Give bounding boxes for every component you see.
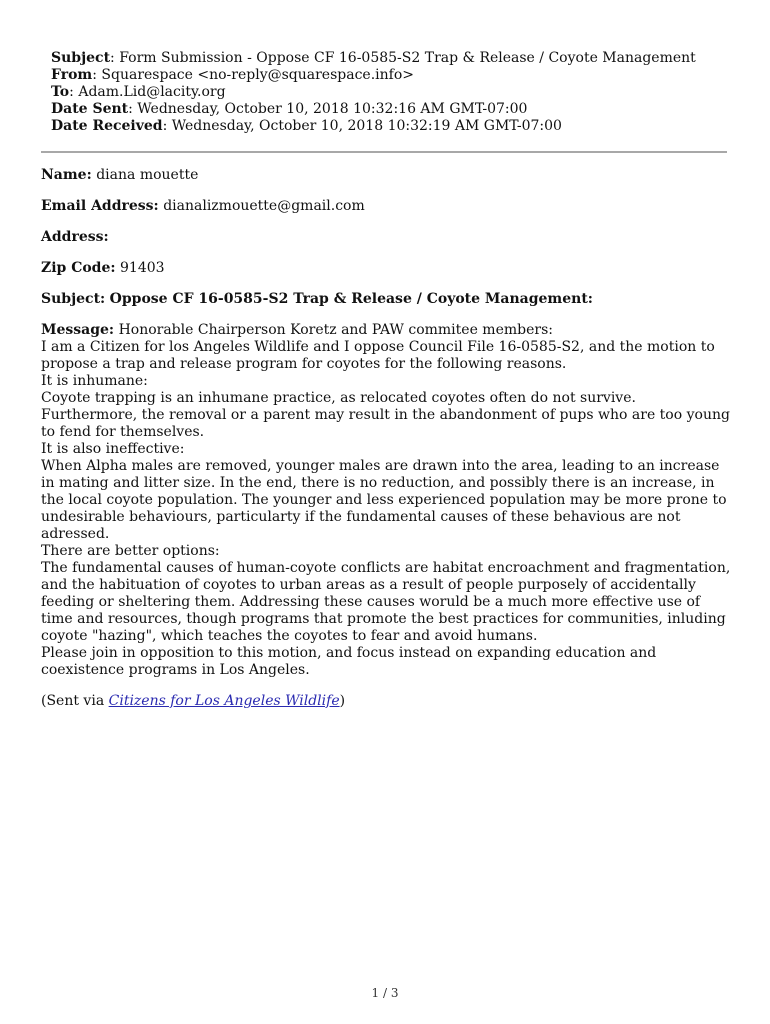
from-label: From [51,67,93,83]
date-received-row: Date Received: Wednesday, October 10, 2018 10:32:19 AM GMT-07:00 [51,118,562,134]
sent-via-line [41,693,731,710]
to-label: To [51,84,70,100]
from-value: Squarespace <no-reply@squarespace.info> [101,67,414,83]
subject-value: Form Submission - Oppose CF 16-0585-S2 Trap & Release / Coyote Management [119,50,696,66]
zip-value: 91403 [120,260,165,276]
message-field [41,322,731,679]
form-subject-label: Subject: [41,291,106,307]
date-received-label: Date Received [51,118,163,134]
message-paragraph: Coyote trapping is an inhumane practice, as relocated coyotes often do not survive. Furthermore, the removal or a parent may result in the abandonment of pups who are too young to fend for themselves. [41,390,730,440]
to-value: Adam.Lid@lacity.org [78,84,226,100]
message-paragraph: When Alpha males are removed, younger males are drawn into the area, leading to an increase in mating and litter size. In the end, there is no reduction, and possibly there is an increase, in the local coyote population. The younger and less experienced population may be more prone to undesirable behaviours, particularty if the fundamental causes of these behavious are not adressed. [41,458,727,542]
message-paragraph: Please join in opposition to this motion, and focus instead on expanding education and coexistence programs in Los Angeles. [41,645,657,678]
name-field [41,167,731,184]
message-paragraph: The fundamental causes of human-coyote conflicts are habitat encroachment and fragmentation, and the habituation of coyotes to urban areas as a result of people purposely of accidentally feeding or sheltering them. Addressing these causes woruld be a much more effective use of time and resources, though programs that promote the best practices for communities, inluding coyote "hazing", which teaches the coyotes to fear and avoid humans. [41,560,731,644]
email-value: dianalizmouette@gmail.com [163,198,365,214]
address-field [41,229,731,246]
name-label: Name: [41,167,92,183]
message-heading: It is inhumane: [41,373,148,389]
message-label: Message: [41,322,115,338]
subject-label: Subject [51,50,111,66]
address-label: Address: [41,229,109,245]
email-header [51,50,741,135]
from-row: From: Squarespace <no-reply@squarespace.info> [51,67,414,83]
date-sent-label: Date Sent [51,101,129,117]
date-sent-row: Date Sent: Wednesday, October 10, 2018 10:32:16 AM GMT-07:00 [51,101,528,117]
message-greeting: Honorable Chairperson Koretz and PAW commitee members: [118,322,553,338]
form-submission-body [41,167,731,724]
message-heading: There are better options: [41,543,220,559]
sent-via-link[interactable]: Citizens for Los Angeles Wildlife [108,693,340,709]
form-subject-field [41,291,731,308]
to-row: To: Adam.Lid@lacity.org [51,84,226,100]
subject-row: Subject: Form Submission - Oppose CF 16-0585-S2 Trap & Release / Coyote Management [51,50,696,66]
form-subject-value: Oppose CF 16-0585-S2 Trap & Release / Coyote Management: [109,291,593,307]
email-field [41,198,731,215]
page-indicator: 1 / 3 [371,986,399,1000]
zip-field [41,260,731,277]
message-heading: It is also ineffective: [41,441,185,457]
name-value: diana mouette [96,167,199,183]
message-first-line [41,322,731,339]
date-received-value: Wednesday, October 10, 2018 10:32:19 AM GMT-07:00 [171,118,562,134]
sent-via-suffix: ) [339,693,346,709]
zip-label: Zip Code: [41,260,116,276]
sent-via-prefix: (Sent via [41,693,109,709]
message-paragraph: I am a Citizen for los Angeles Wildlife and I oppose Council File 16-0585-S2, and the motion to propose a trap and release program for coyotes for the following reasons. [41,339,715,372]
email-label: Email Address: [41,198,159,214]
date-sent-value: Wednesday, October 10, 2018 10:32:16 AM GMT-07:00 [137,101,528,117]
header-divider [41,151,727,153]
